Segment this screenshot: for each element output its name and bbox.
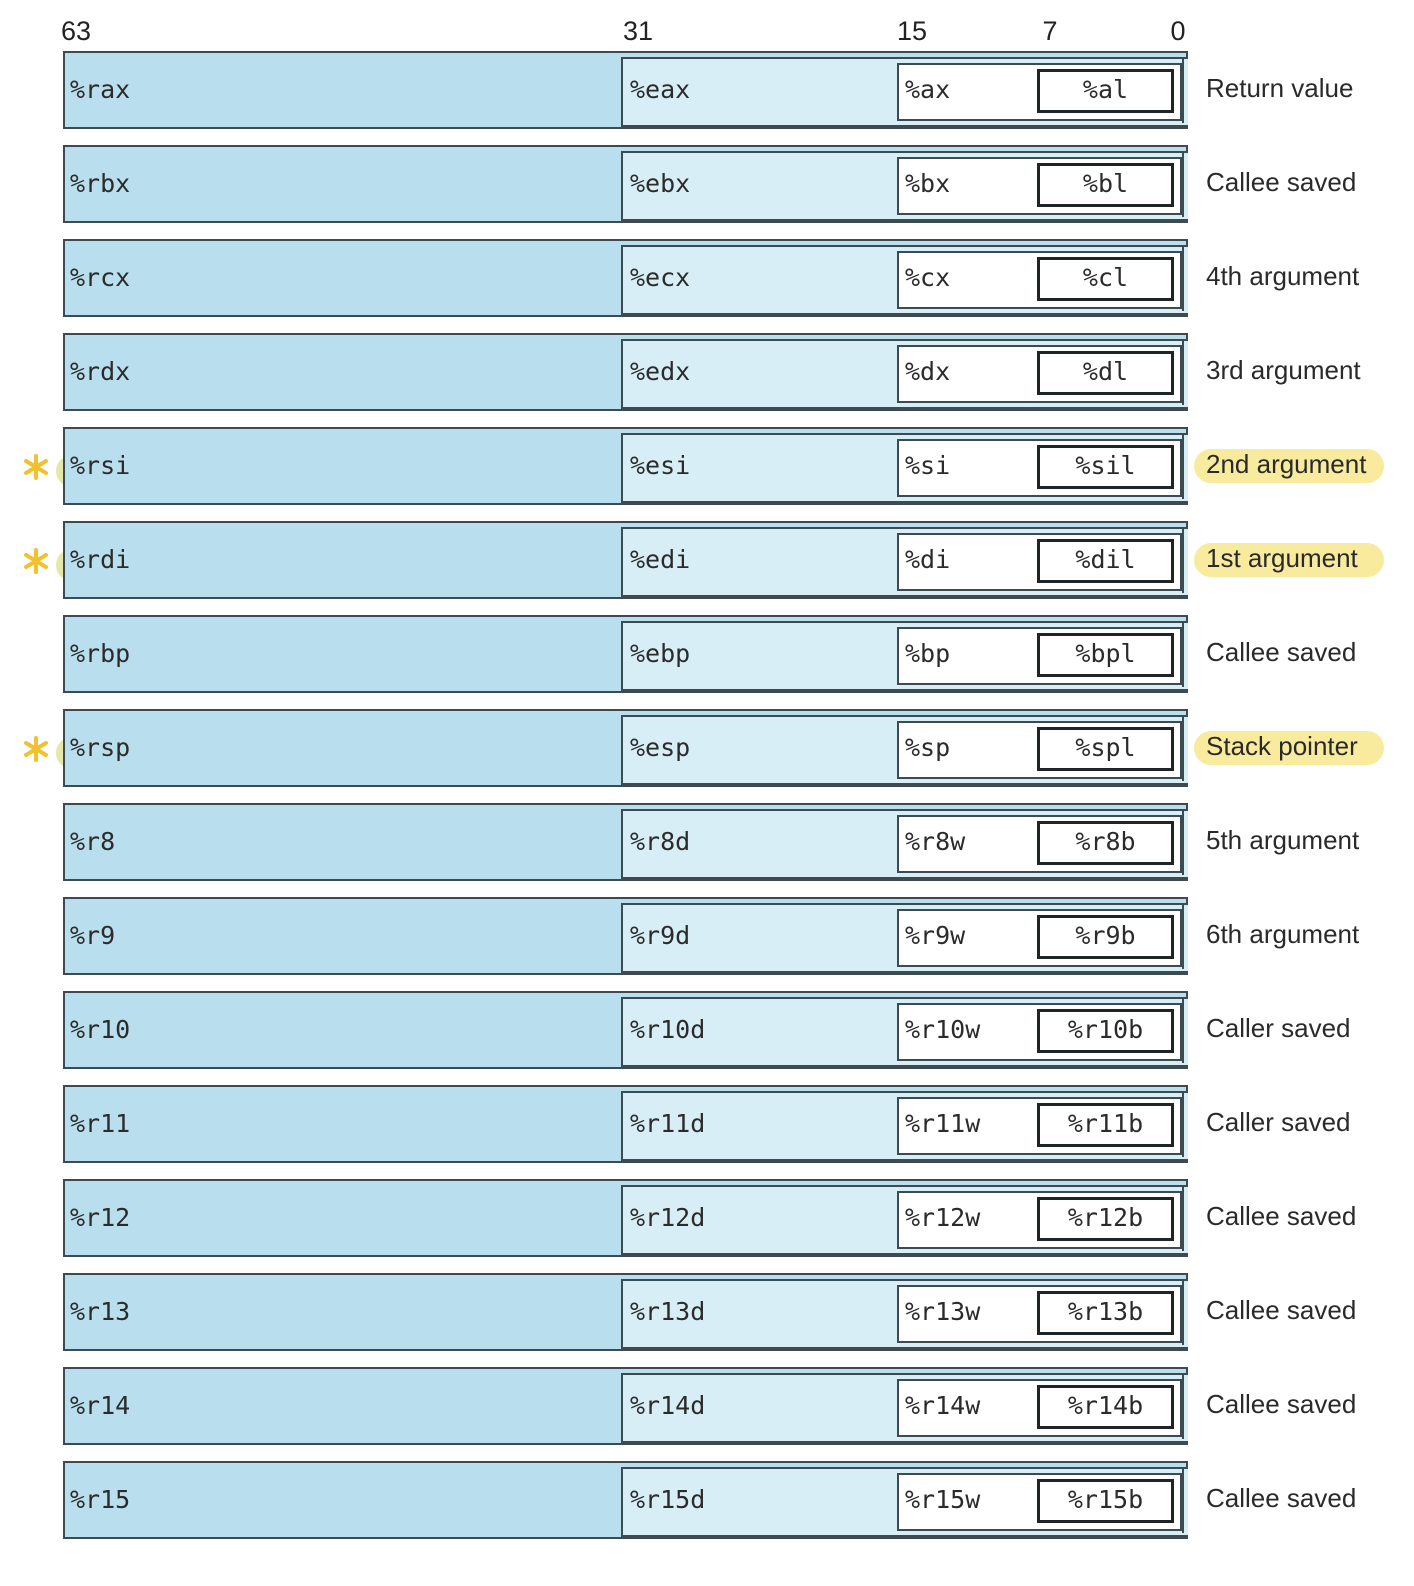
asterisk-icon: [22, 735, 50, 763]
register-32bit-name: %r14d: [630, 1391, 706, 1420]
register-32bit-name: %r9d: [630, 921, 691, 950]
register-row: [0, 51, 1414, 133]
register-64bit-name: %rcx: [70, 263, 131, 292]
register-row: [0, 1085, 1414, 1167]
register-edge-line: [1182, 809, 1184, 875]
bit-label-31: 31: [622, 16, 654, 46]
register-row: [0, 1179, 1414, 1261]
register-64bit-name: %r14: [70, 1391, 131, 1420]
register-8bit-name: %r12b: [1067, 1203, 1144, 1232]
register-64bit-name: %rdx: [70, 357, 131, 386]
register-64bit-name: %rsi: [70, 451, 131, 480]
register-32bit-name: %r11d: [630, 1109, 706, 1138]
register-usage-label: Callee saved: [1206, 1389, 1357, 1419]
register-32bit-name: %r13d: [630, 1297, 706, 1326]
register-row: [0, 145, 1414, 227]
register-8bit-name: %sil: [1075, 451, 1136, 480]
register-32bit-name: %esp: [630, 733, 691, 762]
register-32bit-name: %r15d: [630, 1485, 706, 1514]
register-16bit-name: %r11w: [905, 1109, 981, 1138]
register-64bit-name: %r13: [70, 1297, 131, 1326]
register-edge-line: [1182, 1467, 1184, 1533]
register-usage-label: 2nd argument: [1206, 449, 1367, 479]
register-usage-label: Return value: [1206, 73, 1354, 103]
register-usage-label: 5th argument: [1206, 825, 1360, 855]
register-64bit-name: %r12: [70, 1203, 131, 1232]
register-32bit-name: %r8d: [630, 827, 691, 856]
register-32bit-name: %ecx: [630, 263, 691, 292]
register-8bit-name: %r13b: [1067, 1297, 1144, 1326]
register-edge-line: [1182, 1185, 1184, 1251]
register-8bit-name: %r15b: [1067, 1485, 1144, 1514]
register-8bit-name: %r11b: [1067, 1109, 1144, 1138]
register-edge-line: [1182, 1373, 1184, 1439]
register-64bit-name: %rdi: [70, 545, 131, 574]
register-16bit-name: %si: [905, 451, 951, 480]
register-32bit-name: %eax: [630, 75, 691, 104]
register-16bit-name: %bp: [905, 639, 951, 668]
register-row: [0, 333, 1414, 415]
register-8bit-name: %cl: [1082, 263, 1129, 292]
register-8bit-name: %r9b: [1075, 921, 1136, 950]
register-edge-line: [1182, 151, 1184, 217]
register-64bit-name: %r11: [70, 1109, 131, 1138]
register-8bit-name: %al: [1082, 75, 1129, 104]
register-row: [0, 427, 1414, 509]
register-usage-label: 1st argument: [1206, 543, 1358, 573]
register-usage-label: Callee saved: [1206, 167, 1357, 197]
register-row: [0, 239, 1414, 321]
register-64bit-name: %r10: [70, 1015, 131, 1044]
register-16bit-name: %r12w: [905, 1203, 981, 1232]
bit-label-0: 0: [1170, 16, 1186, 46]
register-16bit-name: %bx: [905, 169, 951, 198]
register-32bit-name: %ebp: [630, 639, 691, 668]
asterisk-icon: [22, 547, 50, 575]
register-32bit-name: %edi: [630, 545, 691, 574]
register-row: [0, 615, 1414, 697]
register-32bit-name: %ebx: [630, 169, 691, 198]
register-edge-line: [1182, 245, 1184, 311]
register-usage-label: Callee saved: [1206, 637, 1357, 667]
register-64bit-name: %rbx: [70, 169, 131, 198]
register-edge-line: [1182, 1091, 1184, 1157]
register-usage-label: Stack pointer: [1206, 731, 1358, 761]
register-64bit-name: %rsp: [70, 733, 131, 762]
register-row: [0, 1273, 1414, 1355]
register-edge-line: [1182, 433, 1184, 499]
register-64bit-name: %r15: [70, 1485, 131, 1514]
register-16bit-name: %di: [905, 545, 951, 574]
register-8bit-name: %r8b: [1075, 827, 1136, 856]
register-8bit-name: %dl: [1082, 357, 1129, 386]
register-edge-line: [1182, 715, 1184, 781]
register-64bit-name: %r9: [70, 921, 116, 950]
register-edge-line: [1182, 903, 1184, 969]
register-16bit-name: %r9w: [905, 921, 966, 950]
register-32bit-name: %esi: [630, 451, 691, 480]
register-16bit-name: %r15w: [905, 1485, 981, 1514]
register-edge-line: [1182, 57, 1184, 123]
register-32bit-name: %r12d: [630, 1203, 706, 1232]
register-edge-line: [1182, 1279, 1184, 1345]
register-usage-label: Callee saved: [1206, 1483, 1357, 1513]
register-32bit-name: %r10d: [630, 1015, 706, 1044]
register-edge-line: [1182, 621, 1184, 687]
register-16bit-name: %dx: [905, 357, 951, 386]
register-8bit-name: %dil: [1075, 545, 1136, 574]
register-usage-label: 6th argument: [1206, 919, 1360, 949]
register-row: [0, 521, 1414, 603]
register-16bit-name: %r13w: [905, 1297, 981, 1326]
register-usage-label: Caller saved: [1206, 1107, 1351, 1137]
bit-label-7: 7: [1042, 16, 1058, 46]
register-row: [0, 709, 1414, 791]
register-8bit-name: %r14b: [1067, 1391, 1144, 1420]
register-edge-line: [1182, 527, 1184, 593]
register-16bit-name: %sp: [905, 733, 951, 762]
register-edge-line: [1182, 997, 1184, 1063]
register-64bit-name: %r8: [70, 827, 116, 856]
register-8bit-name: %bl: [1082, 169, 1129, 198]
register-16bit-name: %r10w: [905, 1015, 981, 1044]
register-usage-label: 3rd argument: [1206, 355, 1361, 385]
register-usage-label: Caller saved: [1206, 1013, 1351, 1043]
register-row: [0, 1461, 1414, 1543]
register-32bit-name: %edx: [630, 357, 691, 386]
bit-label-63: 63: [60, 16, 92, 46]
register-row: [0, 803, 1414, 885]
register-16bit-name: %ax: [905, 75, 951, 104]
asterisk-icon: [22, 453, 50, 481]
register-64bit-name: %rax: [70, 75, 131, 104]
register-row: [0, 897, 1414, 979]
register-usage-label: 4th argument: [1206, 261, 1360, 291]
register-8bit-name: %bpl: [1075, 639, 1136, 668]
register-16bit-name: %r14w: [905, 1391, 981, 1420]
register-8bit-name: %spl: [1075, 733, 1136, 762]
register-usage-label: Callee saved: [1206, 1295, 1357, 1325]
register-16bit-name: %cx: [905, 263, 951, 292]
register-row: [0, 991, 1414, 1073]
register-edge-line: [1182, 339, 1184, 405]
register-usage-label: Callee saved: [1206, 1201, 1357, 1231]
bit-label-15: 15: [896, 16, 928, 46]
register-row: [0, 1367, 1414, 1449]
register-8bit-name: %r10b: [1067, 1015, 1144, 1044]
register-16bit-name: %r8w: [905, 827, 966, 856]
register-64bit-name: %rbp: [70, 639, 131, 668]
